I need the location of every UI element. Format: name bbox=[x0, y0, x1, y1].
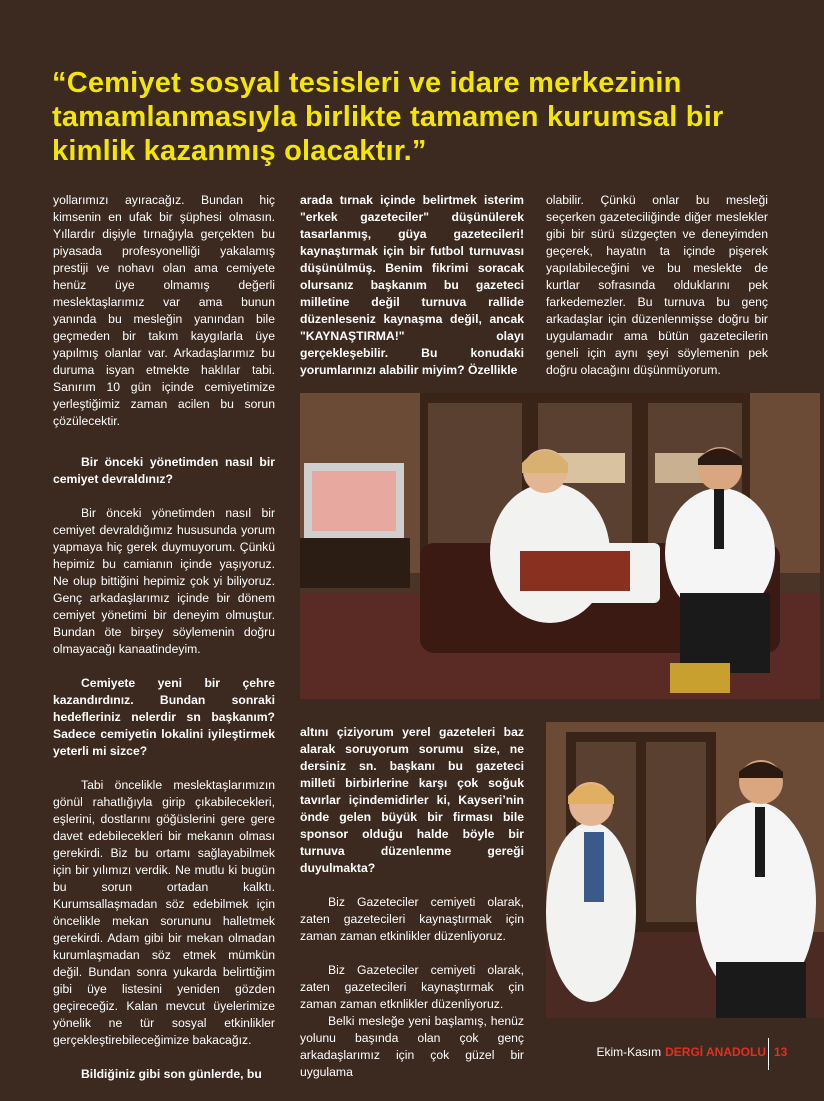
paragraph: Biz Gazeteciler cemiyeti olarak, zaten gazetecileri kaynaştırmak için zaman zaman etkinlikler düzenliyoruz. bbox=[300, 895, 524, 943]
article-column-1 bbox=[53, 192, 275, 1083]
article-column-4 bbox=[300, 724, 524, 1081]
interview-question: Cemiyete yeni bir çehre kazandırdınız. Bundan sonraki hedefleriniz nelerdir sn başkanım? Sadece cemiyetin lokalini iyileştirmek yeterli mi sizce? bbox=[53, 676, 275, 758]
interview-photo-wide bbox=[300, 393, 820, 699]
magazine-brand: DERGİ ANADOLU bbox=[665, 1045, 766, 1059]
interview-question: altını çiziyorum yerel gazeteleri baz alarak soruyorum sorumu size, ne dersiniz sn. başkanı bu gazeteci milleti birbirlerine karşı çok soğuk tavırlar içindemidirler ki, Kayseri’nin önde gelen büyük bir firması bile sponsor olduğu halde böyle bir turnuva düzenlenme gereği duyulmakta? bbox=[300, 725, 524, 875]
article-column-2 bbox=[300, 192, 524, 379]
paragraph: Tabi öncelikle meslektaşlarımızın gönül rahatlığıyla girip çıkabilecekleri, eşlerini, dostlarını göğüslerini gere gere davet edebilecekleri bir mekanın olması gerekirdi. Biz bu ortamı sağlayabilmek için bir yılımızı verdik. Ne mutlu ki bugün bu sorun ortadan kalktı. Kurumsallaşmadan söz edebilmek için öncelikle mekan sorununu halletmek gerekirdi. Adam gibi bir mekan olmadan kurumlaşmadan söz etmek mümkün değil. Bundan sonra yukarda belirttiğim gibi üye listesini yeniden gözden geçireceğiz. Kalan mevcut üyelerimize yönelik ne tür sosyal etkinlikler gerçekleştirebileceğimize bakacağız. bbox=[53, 778, 275, 1047]
paragraph: Bir önceki yönetimden nasıl bir cemiyet devraldığımız hususunda yorum yapmaya hiç gerek duymuyorum. Çünkü hepimiz bu camianın içinde yaşıyoruz. Ne olup bittiğini hepimiz çok yi biliyoruz. Genç arkadaşlarımız içinde bir dönem cemiyet yönetimi bir deneyim olmuştur. Bundan öte birşey söylemenin doğru olmayacağı kanaatindeyim. bbox=[53, 506, 275, 656]
interview-question: arada tırnak içinde belirtmek isterim "erkek gazeteciler" düşünülerek tasarlanmış, güya gazetecileri! kaynaştırmak için bir futbol turnuvası düşünülmüş. Benim fikrimi soracak olursanız başkanım bu gazeteci milletine değil turnuva rallide düzenleseniz kaynaşma değil, ancak "KAYNAŞTIRMA!" olayı gerçekleşebilir. Bu konudaki yorumlarınızı alabilir miyim? Özellikle bbox=[300, 193, 524, 377]
page-footer bbox=[596, 1045, 766, 1059]
article-column-3 bbox=[546, 192, 768, 379]
paragraph: Belki mesleğe yeni başlamış, henüz yolunu başında olan çok genç arkadaşlarımız için çok güzel bir uygulama bbox=[300, 1014, 524, 1079]
paragraph: olabilir. Çünkü onlar bu mesleği seçerken gazeteciliğinde diğer meslekler gibi bir sürü süzgeçten ve deneyimden geçerek, hayatın ta içinde pişerek yapılabileceğini ve bu meslekte de kurtlar sofrasında olduklarını pek farkedemezler. Bu turnuva bu genç arkadaşlar için düzenlenmişse doğru bir uygulamadır ama bütün gazetecilerin geneli için aynı şeyi söylemenin pek doğru olacağını düşünmüyorum. bbox=[546, 193, 768, 377]
page-number: 13 bbox=[774, 1045, 788, 1059]
interview-question: Bir önceki yönetimden nasıl bir cemiyet devraldınız? bbox=[53, 455, 275, 486]
issue-label: Ekim-Kasım bbox=[596, 1045, 662, 1059]
paragraph: Biz Gazeteciler cemiyeti olarak, zaten gazetecileri kaynaştırmak çin zaman zaman etknlikler düzenliyoruz. bbox=[300, 963, 524, 1011]
pull-quote: “Cemiyet sosyal tesisleri ve idare merkezinin tamamlanmasıyla birlikte tamamen kurumsal bir kimlik kazanmış olacaktır.” bbox=[52, 67, 724, 167]
interview-photo-standing bbox=[546, 722, 824, 1018]
paragraph: yollarımızı ayıracağız. Bundan hiç kimsenin en ufak bir şüphesi olmasın. Yıllardır dişiyle tırnağıyla gerçekten bu piyasada profesyonelliği yakalamış prestiji ve nohavı olan ama cemiyete henüz üye olmamış değerli meslektaşlarımız var ama bunun yanında bu mesleğin yanından bile geçmeden bir takım kaygılarla üye yapılmış olanlar var. Arkadaşlarımız bu duruma isyan etmekte haklılar tabi. Sanırım 10 gün içinde cemiyetimize yerleştiğimiz zaman acilen bu sorun çözülecektir. bbox=[53, 193, 275, 428]
interview-question: Bildiğiniz gibi son günlerde, bu bbox=[81, 1067, 262, 1081]
footer-divider bbox=[768, 1038, 769, 1070]
